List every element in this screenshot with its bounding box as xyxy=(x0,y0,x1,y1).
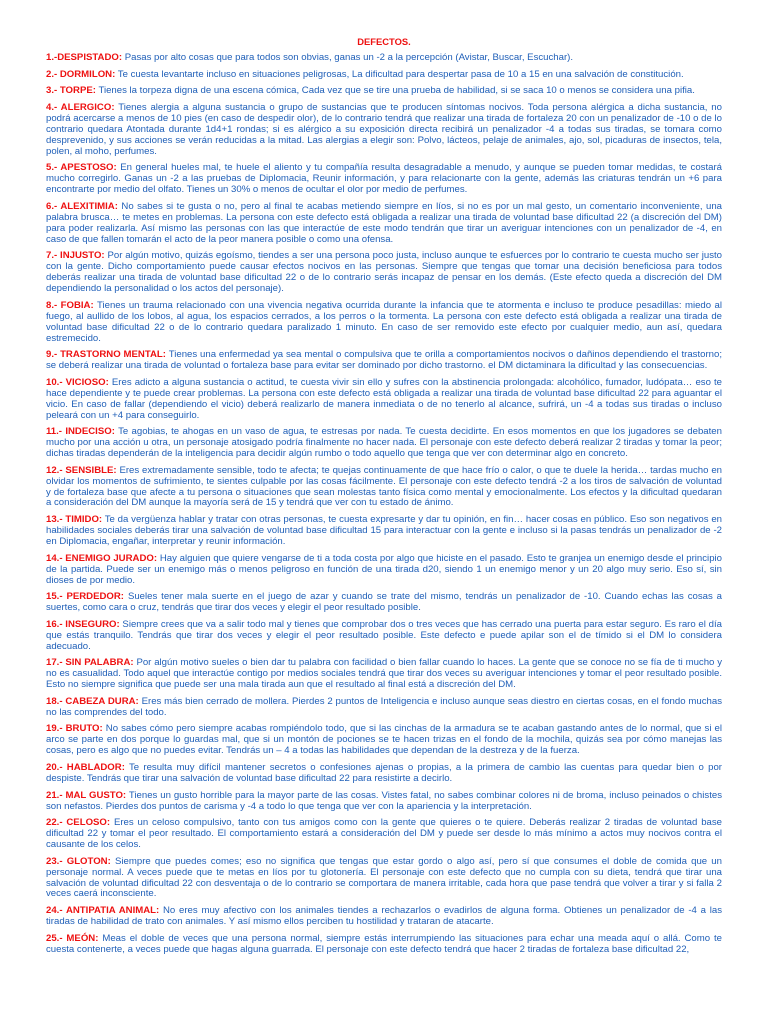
defect-description: Tienes la torpeza digna de una escena cómica, Cada vez que se tire una prueba de habilidad, si se saca 10 o menos se considera una pifia. xyxy=(98,85,695,97)
defect-entry xyxy=(46,724,722,757)
defect-description: Eres extremadamente sensible, todo te afecta; te quejas continuamente de que hace frío o calor, o que te duele la herida… tardas mucho en olvidar los momentos de sufrimiento, te sientes culpable por las cosas fácilmente. El personaje con este defecto tendrá -2 a los tiros de salvación de voluntad y de fortaleza base que afecte a tu persona o situaciones que sean molestas tanto física como mental y emocionalmente. Los efectos y la dificultad quedaran a consideración del DM aunque la mayoría será de 15 y tendrá que ver con tu estado de ánimo. xyxy=(46,464,722,509)
defect-term: 3.- TORPE: xyxy=(46,85,96,97)
defect-description: Tienes un gusto horrible para la mayor parte de las cosas. Vistes fatal, no sabes combinar colores ni de broma, incluso peinados o chistes son nefastos. Pierdes dos puntos de carisma y -4 a todo lo que tenga que ver con la apariencia y la interpretación. xyxy=(46,789,722,812)
defect-entry xyxy=(46,763,722,785)
defect-term: 11.- INDECISO: xyxy=(46,426,115,438)
defect-term: 8.- FOBIA: xyxy=(46,299,94,311)
defect-entry xyxy=(46,620,722,653)
defect-description: Eres adicto a alguna sustancia o actitud, te cuesta vivir sin ello y sufres con la abstinencia prolongada: alcohólico, fumador, ludópata… eso te hace dependiente y te puede crear problemas. La persona con este defecto está obligada a realizar una tirada de voluntad base dificultad 22 para aguantar el vicio. En caso de fallar (dependiendo el vicio) deberá realizarlo de manera inmediata o de no tenerlo al alcance, sufrirá, un -4 a todas sus tiradas o incluso peleará con un +4 para conseguirlo. xyxy=(46,376,723,421)
defect-description: Tienes alergia a alguna sustancia o grupo de sustancias que te producen síntomas nocivos. Toda persona alérgica a dicha sustancia, no podrá acercarse a menos de 10 pies (en caso de despedir olor), de lo contrario tendrá que realizar una tirada de fortaleza 20 con un penalizador de -10 o de lo contrario quedara Atontada durante 1d4+1 rondas; si es alérgico a su exposición directa recibirá un penalizador -4 a todas sus tiradas, se tomara como desprevenido, y sus acciones se verán reducidas a la mitad. Las alergias a elegir son: Polvo, lácteos, pelaje de animales, ajo, sol, picaduras de insectos, tela, polen, al moho, perfumes. xyxy=(46,102,722,157)
defect-description: Siempre que puedes comes; eso no significa que tengas que estar gordo o algo así, pero sí que consumes el doble de comida que un personaje normal. A veces puede que te metas en líos por tu glotonería. El personaje con este defecto que no cumpla con su dieta, tendrá que tirar una salvación de voluntad dificultad 22 con desventaja o de lo contrario se comportara de manera irritable, cada hora que pase tendrá que volver a tirar y si falla 2 veces caerá inconsciente. xyxy=(46,855,722,900)
defect-term: 4.- ALERGICO: xyxy=(46,102,115,114)
defect-term: 23.- GLOTON: xyxy=(46,855,111,867)
defect-term: 1.-DESPISTADO: xyxy=(46,52,123,63)
defect-description: Te da vergüenza hablar y tratar con otras personas, te cuesta expresarte y dar tu opinión, en fin… hacer cosas en público. Eso son negativos en habilidades sociales deberás tirar una salvación de voluntad base dificultad 15 para interactuar con la gente e incluso si la pasas tendrás un penalizador de -2 en Diplomacia, engañar, interpretar y reunir información. xyxy=(46,514,723,547)
defect-term: 19.- BRUTO: xyxy=(46,723,103,735)
defect-entry xyxy=(46,592,722,614)
defect-term: 24.- ANTIPATIA ANIMAL: xyxy=(46,905,160,917)
defect-term: 20.- HABLADOR: xyxy=(46,761,125,773)
defect-entry xyxy=(46,70,722,81)
defect-entry xyxy=(46,466,722,510)
defect-term: 2.- DORMILON: xyxy=(46,68,116,80)
defect-entry xyxy=(46,791,722,813)
defect-entry xyxy=(46,697,722,719)
defect-entry xyxy=(46,301,722,345)
defect-entry xyxy=(46,857,722,901)
defect-entry xyxy=(46,251,722,295)
defect-entry xyxy=(46,163,722,196)
defect-description: Tienes una enfermedad ya sea mental o compulsiva que te orilla a comportamientos nocivos o dañinos dependiendo el trastorno; se deberá realizar una tirada de voluntad o fortaleza base para evitar ser dominado por dicho trastorno. el DM dictaminara la dificultad y las consecuencias. xyxy=(46,349,723,372)
defect-description: Te agobias, te ahogas en un vaso de agua, te estresas por nada. Te cuesta decidirte. En esos momentos en que los jugadores se debaten mucho por una acción u otra, un personaje atosigado podría finalmente no hacer nada. El personaje con este defecto deberá realizar 2 tiradas y tomar la peor; dichas tiradas dependerán de la inteligencia para decidir algún rumbo o todo aquello que tenga que ver con determinar algo en concreto. xyxy=(46,426,722,460)
document-title: DEFECTOS. xyxy=(357,36,411,47)
defect-term: 5.- APESTOSO: xyxy=(46,162,117,174)
defect-term: 15.- PERDEDOR: xyxy=(46,591,125,603)
defect-term: 9.- TRASTORNO MENTAL: xyxy=(46,349,166,361)
defect-entry xyxy=(46,53,722,64)
defect-entry xyxy=(46,103,722,158)
defect-term: 7.- INJUSTO: xyxy=(46,250,105,262)
defect-term: 14.- ENEMIGO JURADO: xyxy=(46,552,158,564)
defect-entry xyxy=(46,934,722,956)
defect-description: Por algún motivo sueles o bien dar tu palabra con facilidad o bien fallar cuando lo haces. La gente que se conoce no se fía de ti mucho y no es casualidad. Todo aquel que interactúe contigo por medios sociales tendrá que tirar dos veces su averiguar intenciones y tomar el peor resultado posible. Esto no siempre significa que puede ser una mala tirada aun que el resultado al final está a discreción del DM. xyxy=(46,657,723,691)
defect-description: Eres más bien cerrado de mollera. Pierdes 2 puntos de Inteligencia e incluso aunque seas diestro en ciertas cosas, en el fondo muchas no las comprendes del todo. xyxy=(46,695,722,718)
defect-term: 25.- MEÓN: xyxy=(46,932,99,944)
defect-description: Tienes un trauma relacionado con una vivencia negativa ocurrida durante la infancia que te atormenta e incluso te produce pesadillas: miedo al fuego, al aullido de los lobos, al agua, los espacios cerrados, a los perros o la tormenta. La persona con este defecto está obligada a realizar una tirada de voluntad base dificultad 22 o de lo contrario quedara paralizado 1 minuto. En caso de ser removido este efecto por cualquier medio, aun así, quedara estremecido. xyxy=(46,299,722,344)
defect-description: Eres un celoso compulsivo, tanto con tus amigos como con la gente que quieres o te quiere. Deberás realizar 2 tiradas de voluntad base dificultad 22 y tomar el peor resultado. El comportamiento estará a consideración del DM y puede ser desde lo más mínimo a actos muy nocivos contra el causante de los celos. xyxy=(46,817,722,851)
defect-entry xyxy=(46,515,722,548)
defect-entry xyxy=(46,906,722,928)
defect-term: 16.- INSEGURO: xyxy=(46,618,120,630)
defect-term: 12.- SENSIBLE: xyxy=(46,464,117,476)
defect-description: Pasas por alto cosas que para todos son obvias, ganas un -2 a la percepción (Avistar, Buscar, Escuchar). xyxy=(124,52,574,63)
defect-description: Siempre crees que va a salir todo mal y tienes que comprobar dos o tres veces que has cerrado una puerta para estar seguro. Es raro el día que estás tranquilo. Tendrás que tirar dos veces y elegir el peor resultado posible. Este defecto e puede apilar son el de tímido si el DM lo considera adecuado. xyxy=(46,618,722,652)
defect-entry xyxy=(46,86,722,97)
defect-term: 10.- VICIOSO: xyxy=(46,376,109,388)
defects-list xyxy=(46,53,722,956)
defect-entry xyxy=(46,427,722,460)
defect-term: 17.- SIN PALABRA: xyxy=(46,657,134,669)
defect-description: No sabes si te gusta o no, pero al final te acabas metiendo siempre en líos, si no es por un mal gesto, un comentario inconveniente, una palabra brusca… te metes en problemas. La persona con este defecto está obligada a realizar una tirada de voluntad base dificultad 22 (a discreción del DM) para poder realizarla. Así mismo las personas con las que interactúe de este modo tendrán que tirar un averiguar intenciones con un penalizador de -4, en caso de que fallen tomarán el acto de la peor manera posible o como una ofensa. xyxy=(46,200,722,245)
defect-term: 6.- ALEXITIMIA: xyxy=(46,200,118,212)
defect-entry xyxy=(46,554,722,587)
defect-description: Hay alguien que quiere vengarse de ti a toda costa por algo que hiciste en el pasado. Esto te granjea un enemigo desde el principio de la partida. Puede ser un enemigo más o menos peligroso en función de una tirada d20, siendo 1 un enemigo menor y un 20 algo muy serio. Eso sí, sin dioses de por medio. xyxy=(46,552,722,586)
defect-term: 21.- MAL GUSTO: xyxy=(46,789,127,801)
defect-description: Meas el doble de veces que una persona normal, siempre estás interrumpiendo las situaciones para echar una meada aquí o allá. Como te cuesta contenerte, a veces puede que hagas alguna guarrada. El personaje con este defecto tendrá que hacer 2 tiradas de fortaleza base dificultad 22, xyxy=(46,932,722,955)
defect-description: Te cuesta levantarte incluso en situaciones peligrosas, La dificultad para despertar pasa de 10 a 15 en una salvación de constitución. xyxy=(117,68,684,80)
defect-entry xyxy=(46,658,722,691)
defect-term: 13.- TIMIDO: xyxy=(46,514,103,526)
defect-term: 22.- CELOSO: xyxy=(46,817,111,829)
defect-entry xyxy=(46,350,722,372)
defect-description: Te resulta muy difícil mantener secretos o confesiones ajenas o propias, a la primera de cambio las cuentas para quedar bien o por despiste. Tendrás que tirar una salvación de voluntad base dificultad 22 para resistirte a decirlo. xyxy=(46,761,722,784)
defect-entry xyxy=(46,202,722,246)
defect-entry xyxy=(46,818,722,851)
defect-entry xyxy=(46,378,722,422)
defect-description: No sabes cómo pero siempre acabas rompiéndolo todo, que si las cinchas de la armadura se te acaban gastando antes de lo normal, que si el arco se parte en dos porque lo guardas mal, que si un montón de pociones se te hacen trizas en el fondo de la mochila, quizás sea por cómo manejas las cosas, pero es algo que no puedes evitar. Tendrás un – 4 a todas las habilidades que dependan de la destreza y de la fuerza. xyxy=(46,723,722,757)
defect-description: En general hueles mal, te huele el aliento y tu compañía resulta desagradable a menudo, y aunque se pueden tomar medidas, te costará mucho corregirlo. Ganas un -2 a las pruebas de Diplomacia, Reunir información, y para relacionarte con la gente, además las criaturas tendrán un +6 para encontrarte por medio del olfato. Tienes un 30% o menos de ocultar el olor por medio de perfumes. xyxy=(46,162,722,196)
defect-description: No eres muy afectivo con los animales tiendes a rechazarlos o evadirlos de alguna forma. Obtienes un penalizador de -4 a las tiradas de habilidad de trato con animales. Y así mismo ellos perciben tu hostilidad y trataran de atacarte. xyxy=(46,905,722,928)
defect-description: Sueles tener mala suerte en el juego de azar y cuando se trate del mismo, tendrás un penalizador de -10. Cuando echas las cosas a suertes, como cara o cruz, tendrás que tirar dos veces y elegir el peor resultado posible. xyxy=(46,591,723,614)
defect-term: 18.- CABEZA DURA: xyxy=(46,695,139,707)
defect-description: Por algún motivo, quizás egoísmo, tiendes a ser una persona poco justa, incluso aunque te esfuerces por lo contrario te cuesta mucho ser justo con la gente. Dicho comportamiento puede causar efectos nocivos en las personas. Siempre que tengas que tomar una decisión beneficiosa para todos deberás realizar una tirada de voluntad base dificultad 22 o de lo contrario serás incapaz de pensar en los demás. (Este efecto queda a discreción del DM dependiendo la personalidad o los actos del personaje). xyxy=(46,250,722,295)
